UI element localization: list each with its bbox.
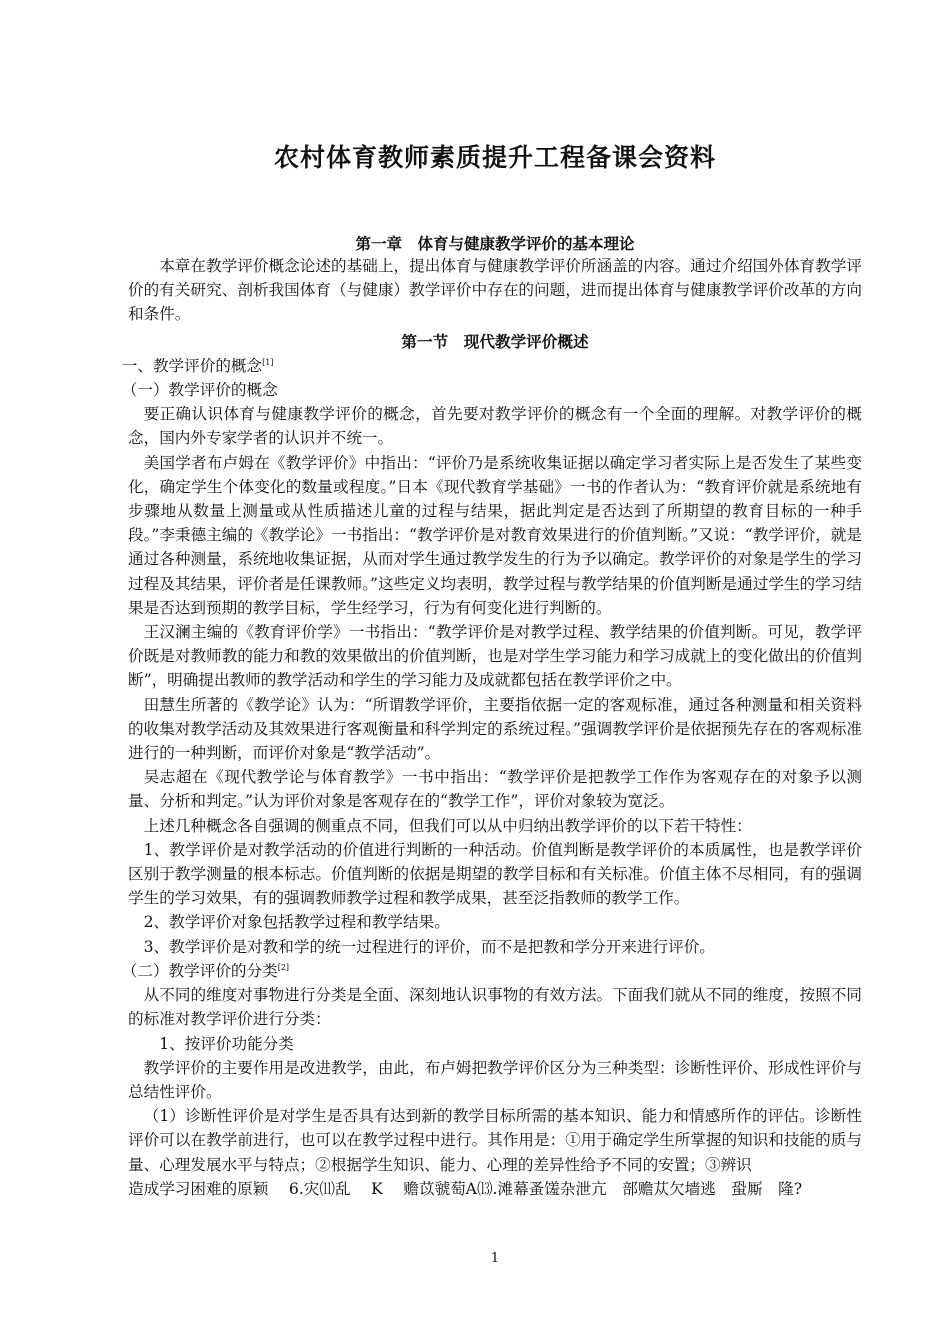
document-page — [121, 0, 863, 1344]
page-number: 1 — [490, 1251, 500, 1266]
chapter-intro: 本章在教学评价概念论述的基础上，提出体育与健康教学评价所涵盖的内容。通过介绍国外体育教学评价的有关研究、剖析我国体育（与健康）教学评价中存在的问题，进而提出体育与健康教学评价改革的方向和条件。 — [128, 257, 862, 324]
section-title: 第一节 现代教学评价概述 — [401, 331, 589, 351]
list-item: 1、教学评价是对教学活动的价值进行判断的一种活动。价值判断是教学评价的本质属性，也是教学评价区别于教学测量的根本标志。价值判断的依据是期望的教学目标和有关标准。价值主体不尽相同，有的强调学生的学习效果，有的强调教师教学过程和教学成果，甚至泛指教师的教学工作。 — [128, 840, 862, 908]
paragraph: 从不同的维度对事物进行分类是全面、深刻地认识事物的有效方法。下面我们就从不同的维度，按照不同的标准对教学评价进行分类： — [128, 986, 862, 1029]
garbled-text-line: 造成学习困难的原颖 6.灾⑾乱 K 赡苡虢萄A⒀.滩幕蚤馐杂泄亢 部赡苁欠墙逃 蛩厮 隆? — [128, 1179, 803, 1198]
document-body — [121, 254, 863, 1201]
paragraph: 美国学者布卢姆在《教学评价》中指出：“评价乃是系统收集证据以确定学习者实际上是否发生了某些变化，确定学生个体变化的数量或程度。”日本《现代教育学基础》一书的作者认为：“教育评价就是系统地有步骤地从数量上测量或从性质描述儿童的过程与结果，据此判定是否达到了所期望的教育目标的一种手段。”李秉德主编的《教学论》一书指出：“教学评价是对教育效果进行的价值判断。”又说：“教学评价，就是通过各种测量，系统地收集证据，从而对学生通过教学发生的行为予以确定。教学评价的对象是学生的学习过程及其结果，评价者是任课教师。”这些定义均表明，教学过程与教学结果的价值判断是通过学生的学习结果是否达到预期的教学目标，学生经学习，行为有何变化进行判断的。 — [128, 453, 862, 617]
paragraph: 要正确认识体育与健康教学评价的概念，首先要对教学评价的概念有一个全面的理解。对教学评价的概念，国内外专家学者的认识并不统一。 — [128, 405, 862, 448]
footnote-ref-2: [2] — [277, 962, 290, 972]
numbered-heading: 1、按评价功能分类 — [159, 1034, 294, 1053]
subheading-classification — [121, 959, 862, 983]
heading-text: 一、教学评价的概念 — [121, 356, 263, 375]
subheading-concept: （一）教学评价的概念 — [121, 381, 278, 400]
list-item: 2、教学评价对象包括教学过程和教学结果。 — [143, 913, 450, 932]
list-item: 3、教学评价是对教和学的统一过程进行的评价，而不是把教和学分开来进行评价。 — [143, 937, 715, 956]
paragraph: 上述几种概念各自强调的侧重点不同，但我们可以从中归纳出教学评价的以下若干特性： — [143, 816, 752, 835]
document-title: 农村体育教师素质提升工程备课会资料 — [273, 143, 716, 172]
paragraph: （1）诊断性评价是对学生是否具有达到新的教学目标所需的基本知识、能力和情感所作的评估。诊断性评价可以在教学前进行，也可以在教学过程中进行。其作用是：①用于确定学生所掌握的知识和技能的质与量、心理发展水平与特点；②根据学生知识、能力、心理的差异性给予不同的安置；③辨识 — [128, 1107, 863, 1174]
subheading-text: （二）教学评价的分类 — [121, 961, 278, 980]
paragraph: 王汉澜主编的《教育评价学》一书指出：“教学评价是对教学过程、教学结果的价值判断。可见，教学评价既是对教师教的能力和教的效果做出的价值判断，也是对学生学习能力和学习成就上的变化做出的价值判断”，明确提出教师的教学活动和学生的学习能力及成就都包括在教学评价之中。 — [128, 623, 862, 690]
paragraph: 教学评价的主要作用是改进教学，由此，布卢姆把教学评价区分为三种类型：诊断性评价、形成性评价与总结性评价。 — [128, 1058, 862, 1101]
footnote-ref-1: [1] — [262, 357, 274, 367]
paragraph: 田慧生所著的《教学论》认为：“所谓教学评价，主要指依据一定的客观标准，通过各种测量和相关资料的收集对教学活动及其效果进行客观衡量和科学判定的系统过程。”强调教学评价是依据预先存在的客观标准进行的一种判断，而评价对象是“教学活动”。 — [128, 695, 862, 763]
paragraph: 吴志超在《现代教学论与体育教学》一书中指出：“教学评价是把教学工作作为客观存在的对象予以测量、分析和判定。”认为评价对象是客观存在的“教学工作”，评价对象较为宽泛。 — [128, 768, 862, 811]
heading-concept — [121, 354, 862, 378]
chapter-title: 第一章 体育与健康教学评价的基本理论 — [355, 234, 635, 253]
